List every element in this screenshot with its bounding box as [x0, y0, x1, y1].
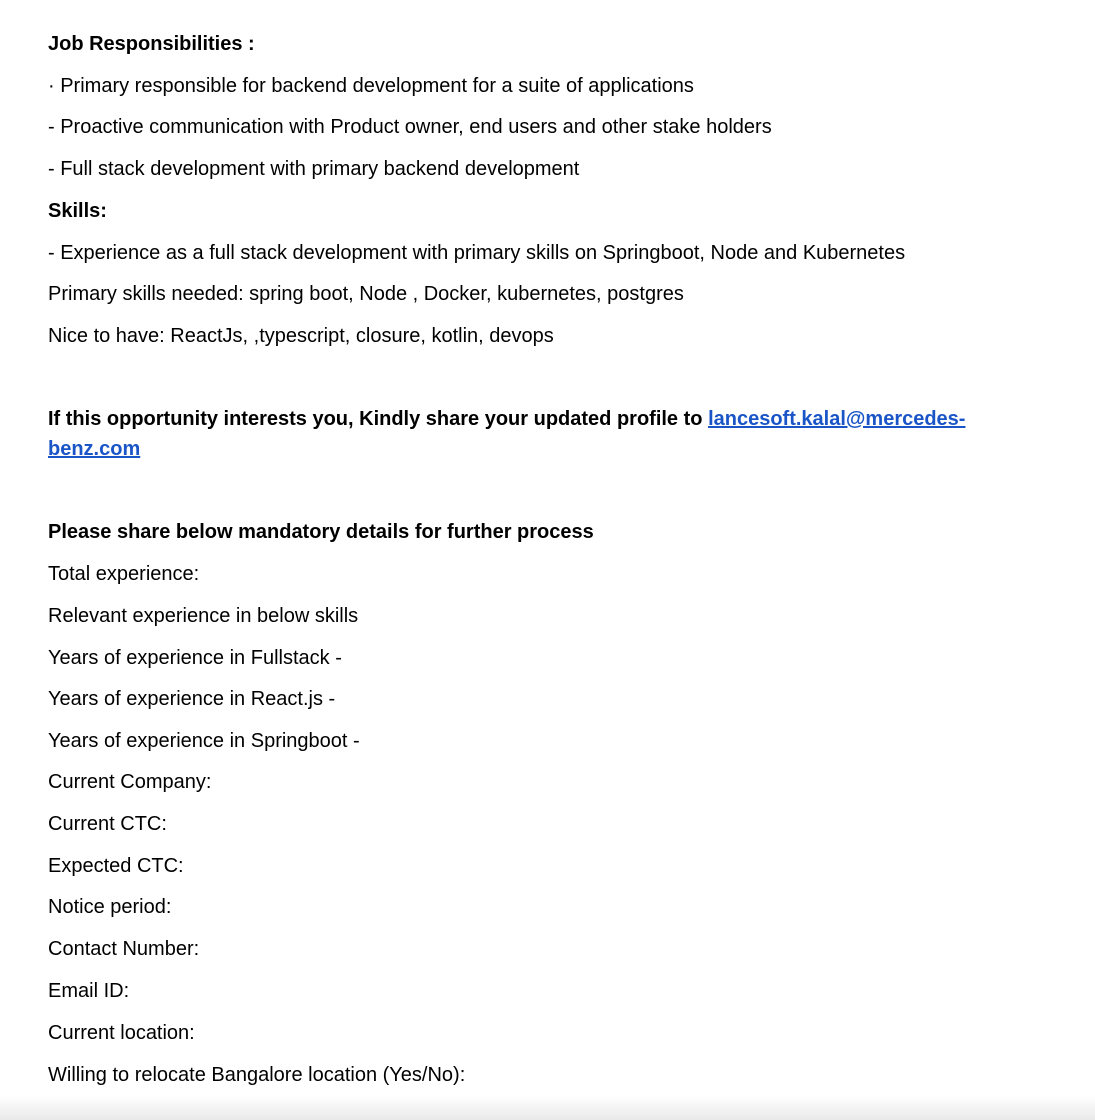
responsibility-item: - Proactive communication with Product owner, end users and other stake holders [48, 116, 772, 138]
cta-text: If this opportunity interests you, Kindly share your updated profile to [48, 408, 709, 430]
responsibility-item: - Full stack development with primary backend development [48, 158, 580, 180]
cta-paragraph [48, 404, 983, 464]
skill-item: - Experience as a full stack development with primary skills on Springboot, Node and Kubernetes [48, 242, 906, 264]
detail-field: Willing to relocate Bangalore location (Yes/No): [48, 1064, 466, 1086]
detail-field: Current Company: [48, 771, 212, 793]
bottom-fade [0, 1096, 1095, 1120]
detail-field: Current location: [48, 1022, 195, 1044]
details-heading: Please share below mandatory details for further process [48, 521, 594, 543]
detail-field: Relevant experience in below skills [48, 605, 359, 627]
skill-item: Primary skills needed: spring boot, Node , Docker, kubernetes, postgres [48, 283, 684, 305]
responsibility-item: · Primary responsible for backend development for a suite of applications [48, 75, 694, 97]
detail-field: Total experience: [48, 563, 200, 585]
detail-field: Current CTC: [48, 813, 167, 835]
detail-field: Notice period: [48, 896, 172, 918]
detail-field: Contact Number: [48, 938, 200, 960]
detail-field: Email ID: [48, 980, 130, 1002]
detail-field: Years of experience in React.js - [48, 688, 336, 710]
detail-field: Years of experience in Springboot - [48, 730, 360, 752]
responsibilities-heading: Job Responsibilities : [48, 33, 255, 55]
skills-heading: Skills: [48, 200, 107, 222]
detail-field: Expected CTC: [48, 855, 184, 877]
email-link[interactable]: lancesoft.kalal@mercedes-benz.com [48, 408, 966, 460]
detail-field: Years of experience in Fullstack - [48, 647, 342, 669]
skill-item: Nice to have: ReactJs, ,typescript, closure, kotlin, devops [48, 325, 554, 347]
